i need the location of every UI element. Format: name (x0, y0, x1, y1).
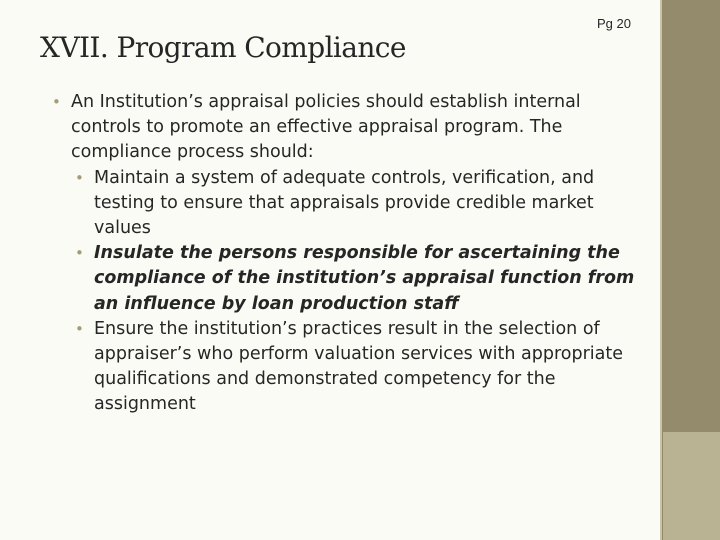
bullet-icon: • (75, 319, 84, 338)
main-bullet-text: An Institution’s appraisal policies should establish internal controls to promote an effective appraisal program. The compliance process should: (71, 92, 581, 163)
slide-body (52, 90, 642, 418)
sub-bullet-text: Maintain a system of adequate controls, verification, and testing to ensure that appraisals provide credible market values (94, 167, 595, 239)
bullet-icon: • (52, 93, 61, 111)
sub-bullet-text: Ensure the institution’s practices result in the selection of appraiser’s who perform valuation services with appropriate qualifications and demonstrated competency for the assignment (94, 318, 624, 415)
sub-bullet-item (75, 317, 642, 418)
slide-title: XVII. Program Compliance (40, 31, 406, 64)
side-accent-block (663, 432, 720, 540)
bullet-icon: • (75, 244, 84, 263)
sub-bullet-item (75, 166, 642, 242)
sub-bullet-list (52, 166, 642, 418)
bullet-icon: • (75, 168, 84, 187)
page-number: Pg 20 (597, 16, 631, 31)
main-bullet-item (52, 90, 642, 166)
sub-bullet-text-emphasized: Insulate the persons responsible for ascertaining the compliance of the institution’s appraisal function from an influence by loan production staff (94, 243, 635, 314)
sub-bullet-item (75, 241, 642, 317)
side-panel-seam (660, 0, 662, 540)
side-decoration-panel (660, 0, 720, 540)
